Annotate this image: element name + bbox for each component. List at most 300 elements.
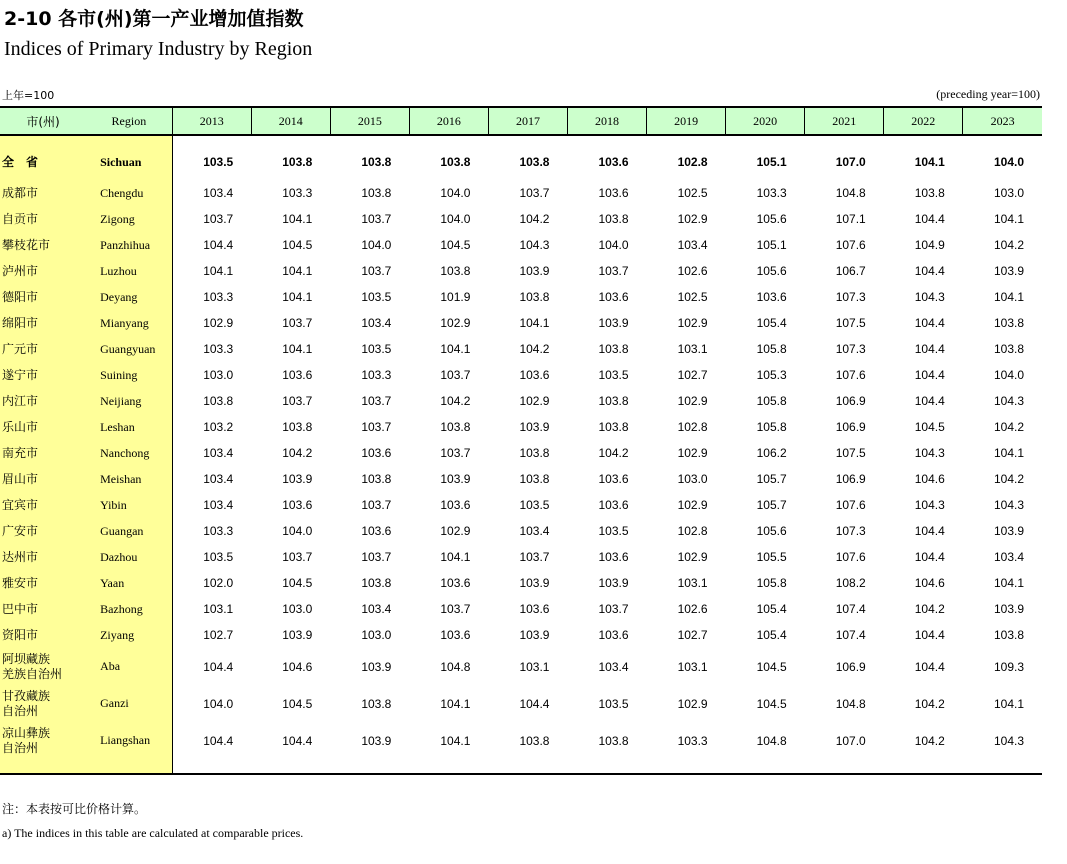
index-value: 106.2 <box>756 446 787 460</box>
index-value: 104.0 <box>361 238 392 252</box>
index-value: 104.2 <box>914 733 945 748</box>
index-value: 103.9 <box>993 602 1024 616</box>
index-value: 104.4 <box>203 733 234 748</box>
index-value: 104.5 <box>914 420 945 434</box>
footnote-en: a) The indices in this table are calculated at comparable prices. <box>2 826 304 840</box>
index-value: 106.7 <box>835 264 866 278</box>
region-name-cn: 广元市 <box>0 336 86 362</box>
index-value: 103.7 <box>361 498 392 512</box>
table-row <box>0 570 1042 596</box>
index-value: 102.7 <box>677 368 708 382</box>
index-value: 104.3 <box>914 498 945 512</box>
index-value: 104.1 <box>282 212 313 226</box>
index-value: 104.1 <box>440 550 471 564</box>
index-value: 102.9 <box>440 524 471 538</box>
index-value: 105.6 <box>756 264 787 278</box>
header-year: 2014 <box>251 107 330 135</box>
index-value: 103.6 <box>282 368 313 382</box>
index-value: 103.5 <box>598 524 629 538</box>
index-value: 104.1 <box>914 155 945 169</box>
index-value: 104.5 <box>756 659 787 674</box>
index-value: 104.1 <box>519 316 550 330</box>
index-value: 103.8 <box>519 290 550 304</box>
index-value: 105.4 <box>756 316 787 330</box>
index-value: 104.0 <box>282 524 313 538</box>
table-row <box>0 685 1042 722</box>
table-row <box>0 544 1042 570</box>
index-value: 103.8 <box>361 696 392 711</box>
header-year: 2023 <box>963 107 1042 135</box>
table-row <box>0 518 1042 544</box>
index-value: 103.4 <box>361 602 392 616</box>
index-value: 101.9 <box>440 290 471 304</box>
region-name-cn: 南充市 <box>0 440 86 466</box>
index-value: 104.1 <box>993 212 1024 226</box>
unit-label-cn: 上年=100 <box>2 89 55 102</box>
index-value: 103.9 <box>361 733 392 748</box>
index-value: 103.8 <box>598 420 629 434</box>
footnote-cn: 注：本表按可比价格计算。 <box>2 802 147 816</box>
index-value: 103.8 <box>519 472 550 486</box>
index-value: 105.1 <box>756 155 787 169</box>
index-value: 103.6 <box>519 602 550 616</box>
index-value: 104.4 <box>914 212 945 226</box>
index-value: 103.7 <box>440 446 471 460</box>
index-value: 103.1 <box>677 576 708 590</box>
table-row <box>0 596 1042 622</box>
region-name-en: Neijiang <box>86 388 172 414</box>
index-value: 104.0 <box>993 155 1024 169</box>
region-name-en: Liangshan <box>86 722 172 759</box>
region-name-cn: 内江市 <box>0 388 86 414</box>
index-value: 104.6 <box>282 659 313 674</box>
index-value: 102.6 <box>677 602 708 616</box>
index-value: 103.6 <box>598 472 629 486</box>
index-value: 107.6 <box>835 498 866 512</box>
index-value: 103.8 <box>519 155 550 169</box>
index-value: 103.6 <box>440 498 471 512</box>
index-value: 104.3 <box>993 498 1024 512</box>
table-row <box>0 492 1042 518</box>
header-year: 2018 <box>567 107 646 135</box>
index-value: 103.9 <box>440 472 471 486</box>
index-value: 102.9 <box>519 394 550 408</box>
index-value: 103.8 <box>598 394 629 408</box>
index-value: 104.4 <box>203 238 234 252</box>
index-value: 104.1 <box>282 290 313 304</box>
index-value: 103.8 <box>519 733 550 748</box>
index-value: 103.1 <box>677 342 708 356</box>
index-value: 104.1 <box>203 264 234 278</box>
index-value: 103.6 <box>282 498 313 512</box>
index-value: 103.3 <box>203 290 234 304</box>
index-value: 107.3 <box>835 342 866 356</box>
region-name-en: Yibin <box>86 492 172 518</box>
index-value: 103.3 <box>282 186 313 200</box>
region-name-cn: 凉山彝族 自治州 <box>0 722 86 759</box>
index-value: 104.2 <box>993 238 1024 252</box>
index-value: 102.8 <box>677 420 708 434</box>
index-value: 104.2 <box>519 342 550 356</box>
region-name-en: Guangan <box>86 518 172 544</box>
index-value: 102.9 <box>677 498 708 512</box>
index-value: 102.5 <box>677 186 708 200</box>
region-name-en: Guangyuan <box>86 336 172 362</box>
index-value: 104.8 <box>756 733 787 748</box>
table-row <box>0 722 1042 759</box>
page-subtitle: Indices of Primary Industry by Region <box>4 38 313 60</box>
region-name-cn: 自贡市 <box>0 206 86 232</box>
region-name-cn: 乐山市 <box>0 414 86 440</box>
index-value: 107.4 <box>835 602 866 616</box>
index-value: 104.6 <box>914 472 945 486</box>
index-value: 103.5 <box>598 696 629 711</box>
index-value: 105.8 <box>756 342 787 356</box>
table-row <box>0 232 1042 258</box>
region-name-en: Sichuan <box>86 135 172 180</box>
index-value: 103.4 <box>203 472 234 486</box>
index-value: 105.7 <box>756 472 787 486</box>
index-value: 103.6 <box>598 290 629 304</box>
index-value: 104.4 <box>519 696 550 711</box>
index-value: 103.8 <box>361 472 392 486</box>
index-value: 103.7 <box>361 212 392 226</box>
index-value: 104.2 <box>993 472 1024 486</box>
region-name-cn: 广安市 <box>0 518 86 544</box>
index-value: 103.9 <box>519 576 550 590</box>
index-value: 107.4 <box>835 628 866 642</box>
index-value: 102.9 <box>677 316 708 330</box>
table-row <box>0 284 1042 310</box>
index-value: 107.6 <box>835 550 866 564</box>
region-name-en: Nanchong <box>86 440 172 466</box>
region-name-cn: 阿坝藏族 羌族自治州 <box>0 648 86 685</box>
index-value: 104.5 <box>440 238 471 252</box>
index-value: 104.4 <box>914 342 945 356</box>
index-value: 103.8 <box>993 342 1024 356</box>
index-value: 104.0 <box>598 238 629 252</box>
index-value: 107.6 <box>835 238 866 252</box>
index-value: 103.1 <box>203 602 234 616</box>
index-value: 104.1 <box>440 342 471 356</box>
index-value: 103.6 <box>756 290 787 304</box>
index-value: 103.6 <box>598 550 629 564</box>
region-name-en: Suining <box>86 362 172 388</box>
index-value: 104.2 <box>598 446 629 460</box>
index-value: 104.5 <box>756 696 787 711</box>
index-value: 103.4 <box>993 550 1024 564</box>
index-value: 104.4 <box>282 733 313 748</box>
index-value: 104.0 <box>440 212 471 226</box>
unit-label-en: (preceding year=100) <box>936 87 1040 101</box>
index-value: 103.8 <box>203 394 234 408</box>
table-row <box>0 258 1042 284</box>
index-value: 104.8 <box>835 696 866 711</box>
index-value: 103.4 <box>203 186 234 200</box>
table-row <box>0 180 1042 206</box>
index-value: 103.4 <box>519 524 550 538</box>
index-value: 107.3 <box>835 290 866 304</box>
index-value: 102.9 <box>677 394 708 408</box>
table-header-row <box>0 107 1042 135</box>
header-year: 2022 <box>884 107 963 135</box>
index-value: 103.8 <box>914 186 945 200</box>
index-value: 104.1 <box>282 264 313 278</box>
table-row <box>0 362 1042 388</box>
region-name-cn: 甘孜藏族 自治州 <box>0 685 86 722</box>
header-region-cn: 市(州) <box>0 107 86 135</box>
index-value: 103.7 <box>203 212 234 226</box>
index-value: 103.6 <box>598 186 629 200</box>
table-row <box>0 206 1042 232</box>
index-value: 104.0 <box>203 696 234 711</box>
index-value: 104.4 <box>914 264 945 278</box>
index-value: 103.8 <box>440 264 471 278</box>
region-name-cn: 宜宾市 <box>0 492 86 518</box>
index-value: 103.9 <box>598 316 629 330</box>
index-value: 108.2 <box>835 576 866 590</box>
index-value: 102.9 <box>677 696 708 711</box>
index-value: 104.2 <box>519 212 550 226</box>
region-name-cn: 巴中市 <box>0 596 86 622</box>
table-body <box>0 135 1042 774</box>
index-value: 104.4 <box>914 659 945 674</box>
table-row <box>0 414 1042 440</box>
region-name-cn: 绵阳市 <box>0 310 86 336</box>
index-value: 102.8 <box>677 155 708 169</box>
index-value: 103.9 <box>519 420 550 434</box>
index-value: 107.3 <box>835 524 866 538</box>
index-value: 103.6 <box>598 498 629 512</box>
region-name-en: Mianyang <box>86 310 172 336</box>
region-name-en: Panzhihua <box>86 232 172 258</box>
index-value: 105.6 <box>756 524 787 538</box>
index-value: 104.2 <box>440 394 471 408</box>
table-row <box>0 310 1042 336</box>
index-value: 103.5 <box>203 550 234 564</box>
index-value: 102.9 <box>440 316 471 330</box>
index-value: 103.8 <box>598 342 629 356</box>
index-value: 104.1 <box>993 696 1024 711</box>
index-value: 104.4 <box>203 659 234 674</box>
region-name-en: Leshan <box>86 414 172 440</box>
table-row <box>0 648 1042 685</box>
index-value: 103.9 <box>519 264 550 278</box>
index-value: 102.9 <box>677 446 708 460</box>
region-name-en: Deyang <box>86 284 172 310</box>
index-value: 105.4 <box>756 602 787 616</box>
index-value: 104.0 <box>993 368 1024 382</box>
index-value: 103.4 <box>203 498 234 512</box>
index-value: 105.8 <box>756 394 787 408</box>
index-value: 103.3 <box>677 733 708 748</box>
index-value: 105.3 <box>756 368 787 382</box>
index-value: 104.3 <box>914 446 945 460</box>
index-value: 103.8 <box>440 155 471 169</box>
index-value: 104.1 <box>440 733 471 748</box>
index-value: 103.5 <box>598 368 629 382</box>
index-value: 103.7 <box>282 394 313 408</box>
index-value: 107.5 <box>835 446 866 460</box>
index-value: 104.4 <box>914 524 945 538</box>
index-value: 103.6 <box>598 628 629 642</box>
index-value: 103.9 <box>519 628 550 642</box>
index-value: 106.9 <box>835 472 866 486</box>
index-value: 105.4 <box>756 628 787 642</box>
region-name-en: Dazhou <box>86 544 172 570</box>
region-name-cn: 眉山市 <box>0 466 86 492</box>
index-value: 103.4 <box>598 659 629 674</box>
index-value: 103.0 <box>282 602 313 616</box>
index-value: 102.5 <box>677 290 708 304</box>
index-value: 106.9 <box>835 394 866 408</box>
index-value: 103.8 <box>440 420 471 434</box>
index-value: 103.6 <box>440 576 471 590</box>
index-value: 104.4 <box>914 368 945 382</box>
index-value: 107.6 <box>835 368 866 382</box>
index-value: 103.4 <box>361 316 392 330</box>
index-value: 103.5 <box>519 498 550 512</box>
index-value: 102.7 <box>677 628 708 642</box>
index-value: 103.7 <box>361 550 392 564</box>
region-name-cn: 资阳市 <box>0 622 86 648</box>
index-value: 104.4 <box>914 316 945 330</box>
region-name-cn: 攀枝花市 <box>0 232 86 258</box>
index-value: 107.1 <box>835 212 866 226</box>
table-row <box>0 388 1042 414</box>
index-value: 104.1 <box>993 290 1024 304</box>
region-name-en: Zigong <box>86 206 172 232</box>
region-name-en: Ganzi <box>86 685 172 722</box>
index-value: 103.8 <box>993 316 1024 330</box>
header-region-en: Region <box>86 107 172 135</box>
region-name-en: Luzhou <box>86 258 172 284</box>
index-value: 103.8 <box>361 576 392 590</box>
index-value: 103.9 <box>993 524 1024 538</box>
index-value: 106.9 <box>835 420 866 434</box>
index-value: 106.9 <box>835 659 866 674</box>
index-value: 103.7 <box>598 264 629 278</box>
region-name-cn: 遂宁市 <box>0 362 86 388</box>
header-year: 2020 <box>726 107 805 135</box>
index-value: 103.5 <box>361 342 392 356</box>
index-value: 103.9 <box>282 472 313 486</box>
index-value: 103.8 <box>282 155 313 169</box>
index-value: 103.2 <box>203 420 234 434</box>
index-value: 103.7 <box>440 602 471 616</box>
index-value: 103.9 <box>361 659 392 674</box>
index-value: 104.5 <box>282 238 313 252</box>
index-value: 102.7 <box>203 628 234 642</box>
index-value: 103.0 <box>677 472 708 486</box>
index-value: 103.7 <box>282 550 313 564</box>
index-value: 103.6 <box>598 155 629 169</box>
index-value: 104.2 <box>914 696 945 711</box>
index-value: 103.4 <box>203 446 234 460</box>
index-value: 103.9 <box>282 628 313 642</box>
indices-table <box>0 106 1042 775</box>
index-value: 103.5 <box>361 290 392 304</box>
index-value: 104.4 <box>914 394 945 408</box>
index-value: 103.6 <box>361 524 392 538</box>
index-value: 103.5 <box>203 155 234 169</box>
index-value: 103.3 <box>361 368 392 382</box>
index-value: 104.1 <box>440 696 471 711</box>
index-value: 104.0 <box>440 186 471 200</box>
index-value: 102.6 <box>677 264 708 278</box>
index-value: 104.1 <box>993 576 1024 590</box>
index-value: 105.6 <box>756 212 787 226</box>
index-value: 103.8 <box>598 212 629 226</box>
index-value: 105.5 <box>756 550 787 564</box>
index-value: 103.3 <box>756 186 787 200</box>
header-year: 2019 <box>647 107 726 135</box>
region-name-en: Chengdu <box>86 180 172 206</box>
index-value: 109.3 <box>993 659 1024 674</box>
index-value: 103.1 <box>677 659 708 674</box>
index-value: 104.5 <box>282 696 313 711</box>
index-value: 103.4 <box>677 238 708 252</box>
index-value: 104.3 <box>914 290 945 304</box>
header-year: 2015 <box>330 107 409 135</box>
index-value: 104.2 <box>993 420 1024 434</box>
header-year: 2021 <box>805 107 884 135</box>
index-value: 102.9 <box>677 212 708 226</box>
index-value: 103.7 <box>598 602 629 616</box>
header-year: 2016 <box>409 107 488 135</box>
region-name-en: Bazhong <box>86 596 172 622</box>
index-value: 104.2 <box>914 602 945 616</box>
index-value: 103.7 <box>361 420 392 434</box>
region-name-cn: 雅安市 <box>0 570 86 596</box>
index-value: 104.1 <box>282 342 313 356</box>
index-value: 104.3 <box>519 238 550 252</box>
index-value: 103.7 <box>361 264 392 278</box>
index-value: 103.0 <box>361 628 392 642</box>
index-value: 103.0 <box>203 368 234 382</box>
table-bottom-rule <box>0 759 1042 774</box>
index-value: 102.9 <box>203 316 234 330</box>
region-name-cn: 达州市 <box>0 544 86 570</box>
index-value: 103.7 <box>519 550 550 564</box>
index-value: 103.0 <box>993 186 1024 200</box>
index-value: 103.6 <box>519 368 550 382</box>
index-value: 107.0 <box>835 155 866 169</box>
table-row <box>0 440 1042 466</box>
index-value: 103.9 <box>598 576 629 590</box>
index-value: 103.8 <box>282 420 313 434</box>
region-name-cn: 成都市 <box>0 180 86 206</box>
index-value: 104.4 <box>914 550 945 564</box>
index-value: 103.3 <box>203 524 234 538</box>
index-value: 105.8 <box>756 420 787 434</box>
table-row <box>0 466 1042 492</box>
header-year: 2013 <box>172 107 251 135</box>
index-value: 103.8 <box>519 446 550 460</box>
index-value: 104.1 <box>993 446 1024 460</box>
region-name-en: Aba <box>86 648 172 685</box>
index-value: 102.8 <box>677 524 708 538</box>
region-name-cn: 全 省 <box>0 135 86 180</box>
index-value: 104.6 <box>914 576 945 590</box>
index-value: 105.8 <box>756 576 787 590</box>
index-value: 103.6 <box>361 446 392 460</box>
index-value: 103.8 <box>361 186 392 200</box>
index-value: 104.9 <box>914 238 945 252</box>
index-value: 102.0 <box>203 576 234 590</box>
index-value: 104.8 <box>835 186 866 200</box>
index-value: 105.1 <box>756 238 787 252</box>
